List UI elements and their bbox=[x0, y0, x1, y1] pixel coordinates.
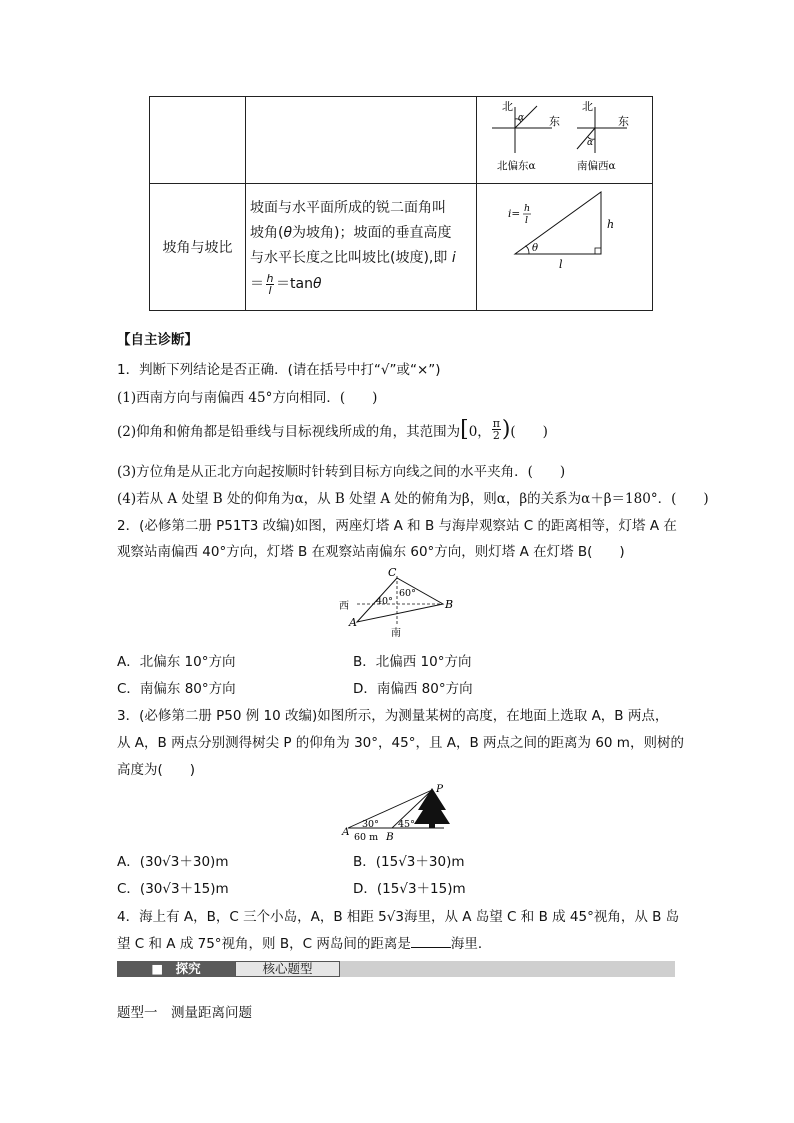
q3-option-a[interactable]: A．(30√3＋30)m bbox=[117, 854, 229, 870]
svg-text:h: h bbox=[524, 203, 531, 214]
svg-text:45°: 45° bbox=[398, 819, 415, 830]
svg-text:东: 东 bbox=[618, 115, 629, 128]
lighthouse-figure bbox=[335, 566, 465, 642]
svg-text:α: α bbox=[518, 113, 525, 123]
q1-item4: (4)若从 A 处望 B 处的仰角为α，从 B 处望 A 处的俯角为β，则α，β的关系为α＋β＝180°．( ) bbox=[117, 491, 709, 507]
q2-line1: 2．(必修第二册 P51T3 改编)如图，两座灯塔 A 和 B 与海岸观察站 C 的距离相等，灯塔 A 在 bbox=[117, 518, 677, 534]
svg-text:l: l bbox=[525, 215, 529, 226]
svg-text:θ: θ bbox=[532, 243, 539, 254]
table-row1-name bbox=[150, 97, 246, 184]
svg-text:40°: 40° bbox=[376, 596, 393, 607]
q2-line2: 观察站南偏西 40°方向，灯塔 B 在观察站南偏东 60°方向，则灯塔 A 在灯塔 B( ) bbox=[117, 544, 625, 560]
svg-text:西: 西 bbox=[339, 601, 349, 612]
svg-text:P: P bbox=[436, 783, 444, 795]
slope-definition: 坡面与水平面所成的锐二面角叫 坡角(θ为坡角)；坡面的垂直高度 与水平长度之比叫坡比(坡度),即 i ＝ h l ＝tan θ bbox=[246, 184, 477, 311]
svg-text:C: C bbox=[388, 566, 397, 579]
svg-text:东: 东 bbox=[549, 115, 560, 128]
svg-text:α: α bbox=[587, 138, 594, 148]
banner-explore: ■ 探究 bbox=[117, 961, 235, 977]
direction-angle-svg bbox=[477, 97, 652, 179]
section-banner bbox=[117, 961, 675, 977]
label-south-west-alpha: 南偏西α bbox=[577, 160, 616, 172]
q2-option-d[interactable]: D．南偏西 80°方向 bbox=[353, 681, 473, 697]
svg-text:l: l bbox=[559, 258, 563, 271]
svg-text:B: B bbox=[445, 598, 454, 611]
q1-stem: 1．判断下列结论是否正确．(请在括号中打“√”或“×”) bbox=[117, 362, 441, 378]
slope-term: 坡角与坡比 bbox=[150, 184, 246, 311]
svg-text:A: A bbox=[342, 826, 350, 838]
slope-triangle-svg bbox=[477, 184, 652, 306]
section-title: 【自主诊断】 bbox=[117, 332, 198, 348]
svg-text:南: 南 bbox=[391, 628, 401, 639]
direction-angle-figure bbox=[477, 97, 653, 184]
q3-line3: 高度为( ) bbox=[117, 762, 196, 778]
q4-line2: 望 C 和 A 成 75°视角，则 B，C 两岛间的距离是 海里． bbox=[117, 936, 492, 952]
q3-option-b[interactable]: B．(15√3＋30)m bbox=[353, 854, 465, 870]
svg-text:60 m: 60 m bbox=[354, 832, 379, 843]
svg-text:北: 北 bbox=[582, 100, 593, 113]
table-row1-desc bbox=[246, 97, 477, 184]
q4-line1: 4．海上有 A，B，C 三个小岛，A，B 相距 5√3海里，从 A 岛望 C 和 B 成 45°视角，从 B 岛 bbox=[117, 909, 680, 925]
q3-option-c[interactable]: C．(30√3＋15)m bbox=[117, 881, 229, 897]
banner-core-types: 核心题型 bbox=[235, 961, 340, 977]
q2-option-b[interactable]: B．北偏西 10°方向 bbox=[353, 654, 472, 670]
subheading: 题型一 测量距离问题 bbox=[117, 1005, 252, 1021]
answer-blank[interactable] bbox=[411, 935, 451, 948]
north-label-left: 北 bbox=[502, 100, 513, 113]
svg-text:30°: 30° bbox=[362, 819, 379, 830]
definition-table bbox=[149, 96, 653, 311]
slope-figure bbox=[477, 184, 653, 311]
q1-item3: (3)方位角是从正北方向起按顺时针转到目标方向线之间的水平夹角．( ) bbox=[117, 464, 566, 480]
tree-figure bbox=[340, 780, 455, 846]
q2-option-a[interactable]: A．北偏东 10°方向 bbox=[117, 654, 236, 670]
q3-line1: 3．(必修第二册 P50 例 10 改编)如图所示，为测量某树的高度，在地面上选取 A，B 两点， bbox=[117, 708, 669, 724]
q3-line2: 从 A，B 两点分别测得树尖 P 的仰角为 30°，45°，且 A，B 两点之间的距离为 60 m，则树的 bbox=[117, 735, 684, 751]
svg-text:A: A bbox=[349, 616, 357, 629]
svg-text:B: B bbox=[386, 831, 394, 843]
q1-item2: (2)仰角和俯角都是铅垂线与目标视线所成的角，其范围为 [ 0， π 2 ) ( ) bbox=[117, 416, 548, 442]
label-north-east-alpha: 北偏东α bbox=[497, 160, 536, 172]
svg-text:60°: 60° bbox=[399, 588, 416, 599]
q1-item1: (1)西南方向与南偏西 45°方向相同．( ) bbox=[117, 390, 378, 406]
svg-text:i=: i= bbox=[508, 208, 521, 220]
q3-option-d[interactable]: D．(15√3＋15)m bbox=[353, 881, 466, 897]
tree-icon bbox=[414, 788, 450, 824]
q2-option-c[interactable]: C．南偏东 80°方向 bbox=[117, 681, 236, 697]
svg-text:h: h bbox=[607, 218, 615, 231]
